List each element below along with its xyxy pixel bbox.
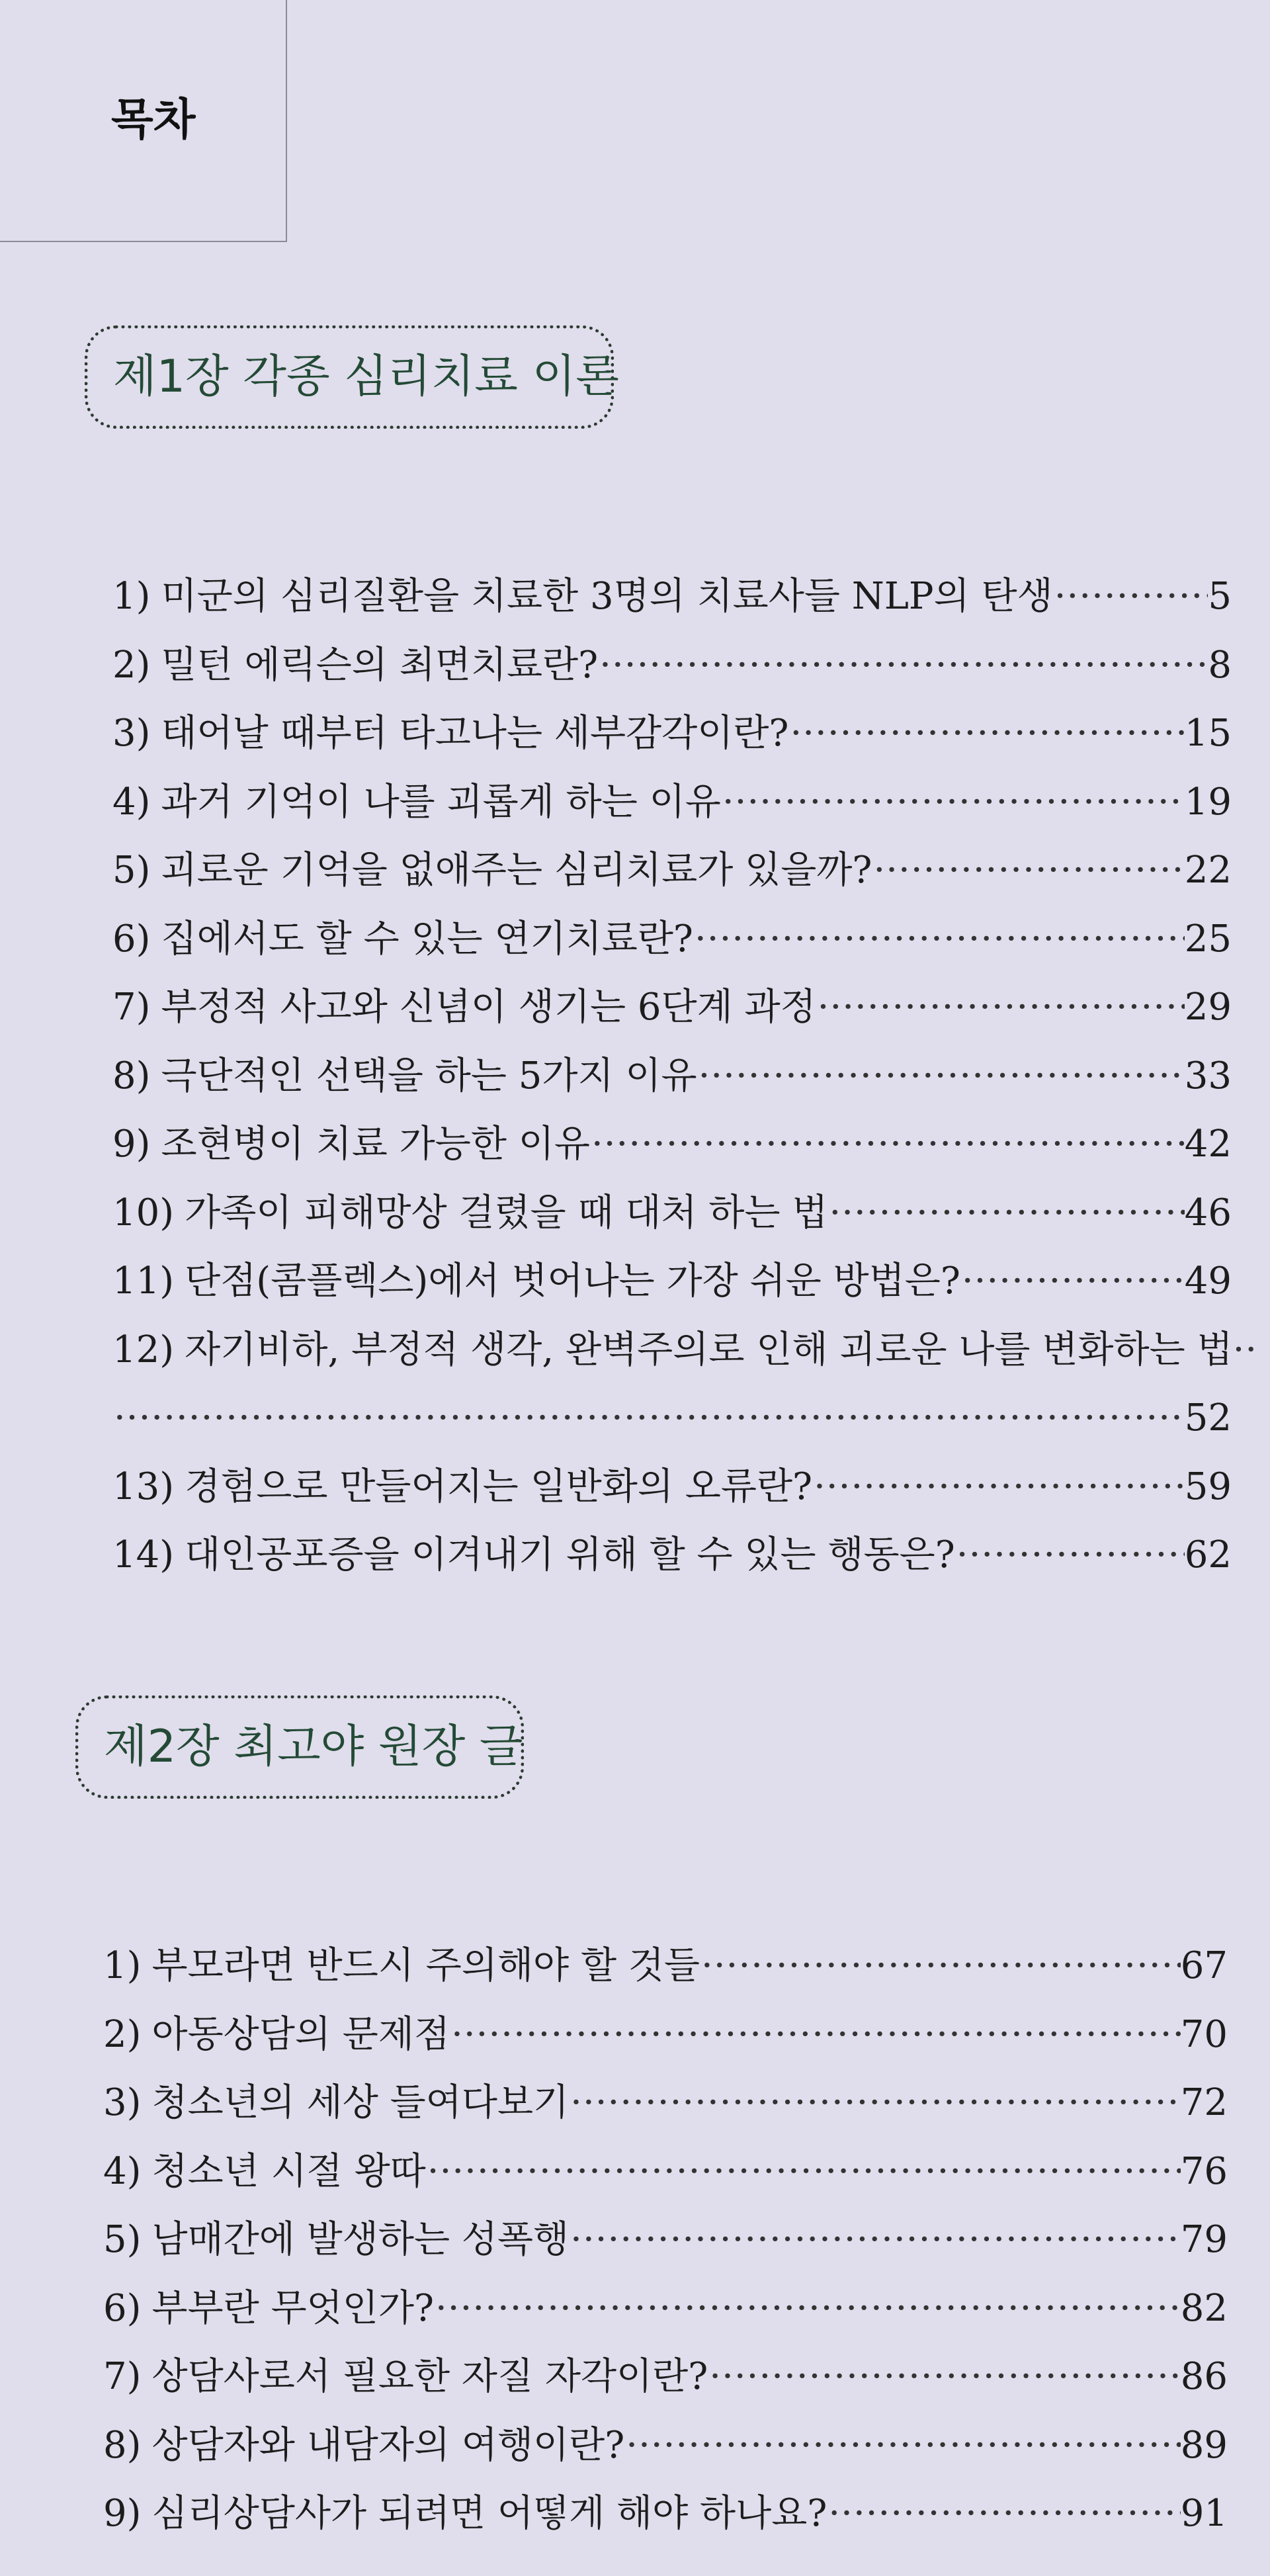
entry-page: 70 bbox=[1180, 2012, 1228, 2056]
entry-page: 5 bbox=[1208, 575, 1232, 618]
entry-title: 자기비하, 부정적 생각, 완벽주의로 인해 괴로운 나를 변화하는 법 bbox=[185, 1328, 1233, 1371]
leader-dots bbox=[570, 2206, 1181, 2274]
toc-entry[interactable] bbox=[112, 699, 1232, 768]
leader-dots bbox=[570, 2069, 1181, 2137]
entry-title: 괴로운 기억을 없애주는 심리치료가 있을까? bbox=[161, 849, 872, 892]
entry-title: 상담사로서 필요한 자질 자각이란? bbox=[151, 2355, 708, 2398]
leader-dots bbox=[956, 1521, 1185, 1590]
toc-entry[interactable] bbox=[103, 2411, 1228, 2480]
entry-number: 11) bbox=[112, 1260, 175, 1303]
leader-dots bbox=[790, 699, 1184, 768]
toc-entry[interactable] bbox=[112, 1521, 1232, 1590]
toc-entry[interactable] bbox=[103, 1932, 1228, 2000]
entry-title: 집에서도 할 수 있는 연기치료란? bbox=[161, 917, 693, 961]
leader-dots bbox=[701, 1932, 1181, 2000]
leader-dots bbox=[818, 973, 1185, 1042]
entry-page: 15 bbox=[1184, 712, 1232, 755]
toc-entry[interactable] bbox=[112, 1179, 1232, 1248]
chapter-1-title: 제1장 각종 심리치료 이론 bbox=[113, 351, 619, 403]
chapter-2-heading bbox=[75, 1696, 524, 1799]
entry-number: 8) bbox=[103, 2423, 142, 2467]
entry-number: 2) bbox=[112, 643, 151, 687]
toc-entry[interactable] bbox=[112, 905, 1232, 974]
entry-title: 청소년의 세상 들여다보기 bbox=[151, 2081, 570, 2124]
toc-entry[interactable] bbox=[112, 973, 1232, 1042]
toc-entry[interactable] bbox=[112, 1453, 1232, 1522]
entry-title: 밀턴 에릭슨의 최면치료란? bbox=[161, 643, 599, 687]
leader-dots bbox=[427, 2137, 1181, 2206]
entry-number: 1) bbox=[112, 575, 151, 618]
entry-number: 1) bbox=[103, 1944, 142, 1987]
toc-entry[interactable] bbox=[103, 2274, 1228, 2343]
entry-number: 5) bbox=[112, 849, 151, 892]
entry-title: 상담자와 내담자의 여행이란? bbox=[151, 2423, 625, 2467]
entry-page: 8 bbox=[1208, 643, 1232, 687]
leader-dots: ·· bbox=[1232, 1328, 1258, 1371]
entry-title: 심리상담사가 되려면 어떻게 해야 하나요? bbox=[151, 2492, 827, 2535]
entry-number: 7) bbox=[103, 2355, 142, 2398]
entry-title: 부모라면 반드시 주의해야 할 것들 bbox=[151, 1944, 700, 1987]
entry-number: 9) bbox=[112, 1123, 151, 1166]
leader-dots bbox=[591, 1110, 1185, 1179]
entry-number: 13) bbox=[112, 1465, 175, 1508]
entry-number: 10) bbox=[112, 1191, 175, 1234]
entry-title: 남매간에 발생하는 성폭행 bbox=[151, 2218, 570, 2261]
leader-dots bbox=[814, 1453, 1185, 1522]
entry-title: 아동상담의 문제점 bbox=[151, 2012, 450, 2056]
entry-title: 경험으로 만들어지는 일반화의 오류란? bbox=[185, 1465, 813, 1508]
entry-page: 49 bbox=[1184, 1260, 1232, 1303]
leader-dots bbox=[435, 2274, 1181, 2343]
entry-page: 52 bbox=[1184, 1396, 1232, 1439]
entry-page: 25 bbox=[1184, 917, 1232, 961]
entry-number: 8) bbox=[112, 1054, 151, 1097]
toc-entry[interactable] bbox=[103, 2069, 1228, 2137]
entry-page: 72 bbox=[1180, 2081, 1228, 2124]
toc-entry[interactable] bbox=[112, 631, 1232, 700]
entry-number: 4) bbox=[103, 2149, 142, 2193]
leader-dots bbox=[451, 2000, 1181, 2069]
entry-page: 59 bbox=[1184, 1465, 1232, 1508]
leader-dots bbox=[698, 1042, 1185, 1111]
toc-entry[interactable] bbox=[103, 2479, 1228, 2548]
entry-number: 6) bbox=[103, 2286, 142, 2330]
entry-number: 7) bbox=[112, 986, 151, 1029]
entry-number: 9) bbox=[103, 2492, 142, 2535]
entry-number: 4) bbox=[112, 780, 151, 824]
leader-dots bbox=[709, 2342, 1180, 2411]
leader-dots bbox=[828, 2479, 1180, 2548]
toc-entry[interactable] bbox=[112, 562, 1232, 631]
leader-dots bbox=[962, 1247, 1185, 1316]
toc-entry[interactable] bbox=[112, 836, 1232, 905]
entry-page: 19 bbox=[1184, 780, 1232, 824]
entry-page: 33 bbox=[1184, 1054, 1232, 1097]
chapter-1-entries bbox=[112, 562, 1258, 1590]
chapter-2-entries bbox=[103, 1932, 1228, 2548]
toc-entry[interactable] bbox=[112, 1316, 1258, 1453]
entry-title: 가족이 피해망상 걸렸을 때 대처 하는 법 bbox=[185, 1191, 828, 1234]
entry-number: 6) bbox=[112, 917, 151, 961]
leader-dots bbox=[873, 836, 1184, 905]
leader-dots bbox=[1054, 562, 1208, 631]
entry-number: 5) bbox=[103, 2218, 142, 2261]
toc-entry[interactable] bbox=[112, 1247, 1232, 1316]
entry-title: 대인공포증을 이겨내기 위해 할 수 있는 행동은? bbox=[185, 1533, 955, 1576]
entry-number: 12) bbox=[112, 1328, 175, 1371]
chapter-1-heading bbox=[85, 325, 619, 429]
toc-entry[interactable] bbox=[103, 2206, 1228, 2274]
entry-title: 부정적 사고와 신념이 생기는 6단계 과정 bbox=[161, 986, 816, 1029]
entry-page: 86 bbox=[1180, 2355, 1228, 2398]
entry-page: 82 bbox=[1180, 2286, 1228, 2330]
leader-dots bbox=[626, 2411, 1180, 2480]
entry-title: 청소년 시절 왕따 bbox=[151, 2149, 426, 2193]
leader-dots bbox=[599, 631, 1208, 700]
entry-page: 67 bbox=[1180, 1944, 1228, 1987]
toc-entry[interactable] bbox=[112, 768, 1232, 837]
entry-title: 과거 기억이 나를 괴롭게 하는 이유 bbox=[161, 780, 721, 824]
toc-entry[interactable] bbox=[103, 2342, 1228, 2411]
entry-page: 42 bbox=[1184, 1123, 1232, 1166]
leader-dots bbox=[829, 1179, 1184, 1248]
toc-entry[interactable] bbox=[103, 2000, 1228, 2069]
leader-dots bbox=[722, 768, 1185, 837]
chapter-2-title: 제2장 최고야 원장 글 bbox=[104, 1721, 523, 1773]
entry-number: 3) bbox=[112, 712, 151, 755]
leader-dots bbox=[114, 1384, 1185, 1453]
entry-number: 14) bbox=[112, 1533, 175, 1576]
toc-entry[interactable] bbox=[112, 1110, 1232, 1179]
entry-page: 29 bbox=[1184, 986, 1232, 1029]
entry-title: 극단적인 선택을 하는 5가지 이유 bbox=[161, 1054, 697, 1097]
entry-title: 부부란 무엇인가? bbox=[151, 2286, 434, 2330]
toc-header-box bbox=[0, 0, 287, 242]
entry-page: 91 bbox=[1180, 2492, 1228, 2535]
toc-entry[interactable] bbox=[112, 1042, 1232, 1111]
entry-number: 2) bbox=[103, 2012, 142, 2056]
entry-page: 62 bbox=[1184, 1533, 1232, 1576]
entry-title: 태어날 때부터 타고나는 세부감각이란? bbox=[161, 712, 789, 755]
toc-title: 목차 bbox=[111, 94, 196, 145]
entry-title: 단점(콤플렉스)에서 벗어나는 가장 쉬운 방법은? bbox=[185, 1260, 960, 1303]
entry-page: 46 bbox=[1184, 1191, 1232, 1234]
entry-title: 미군의 심리질환을 치료한 3명의 치료사들 NLP의 탄생 bbox=[161, 575, 1053, 618]
entry-number: 3) bbox=[103, 2081, 142, 2124]
entry-page: 89 bbox=[1180, 2423, 1228, 2467]
toc-entry[interactable] bbox=[103, 2137, 1228, 2206]
entry-page: 76 bbox=[1180, 2149, 1228, 2193]
entry-page: 79 bbox=[1180, 2218, 1228, 2261]
leader-dots bbox=[695, 905, 1185, 974]
entry-page: 22 bbox=[1184, 849, 1232, 892]
entry-title: 조현병이 치료 가능한 이유 bbox=[161, 1123, 590, 1166]
